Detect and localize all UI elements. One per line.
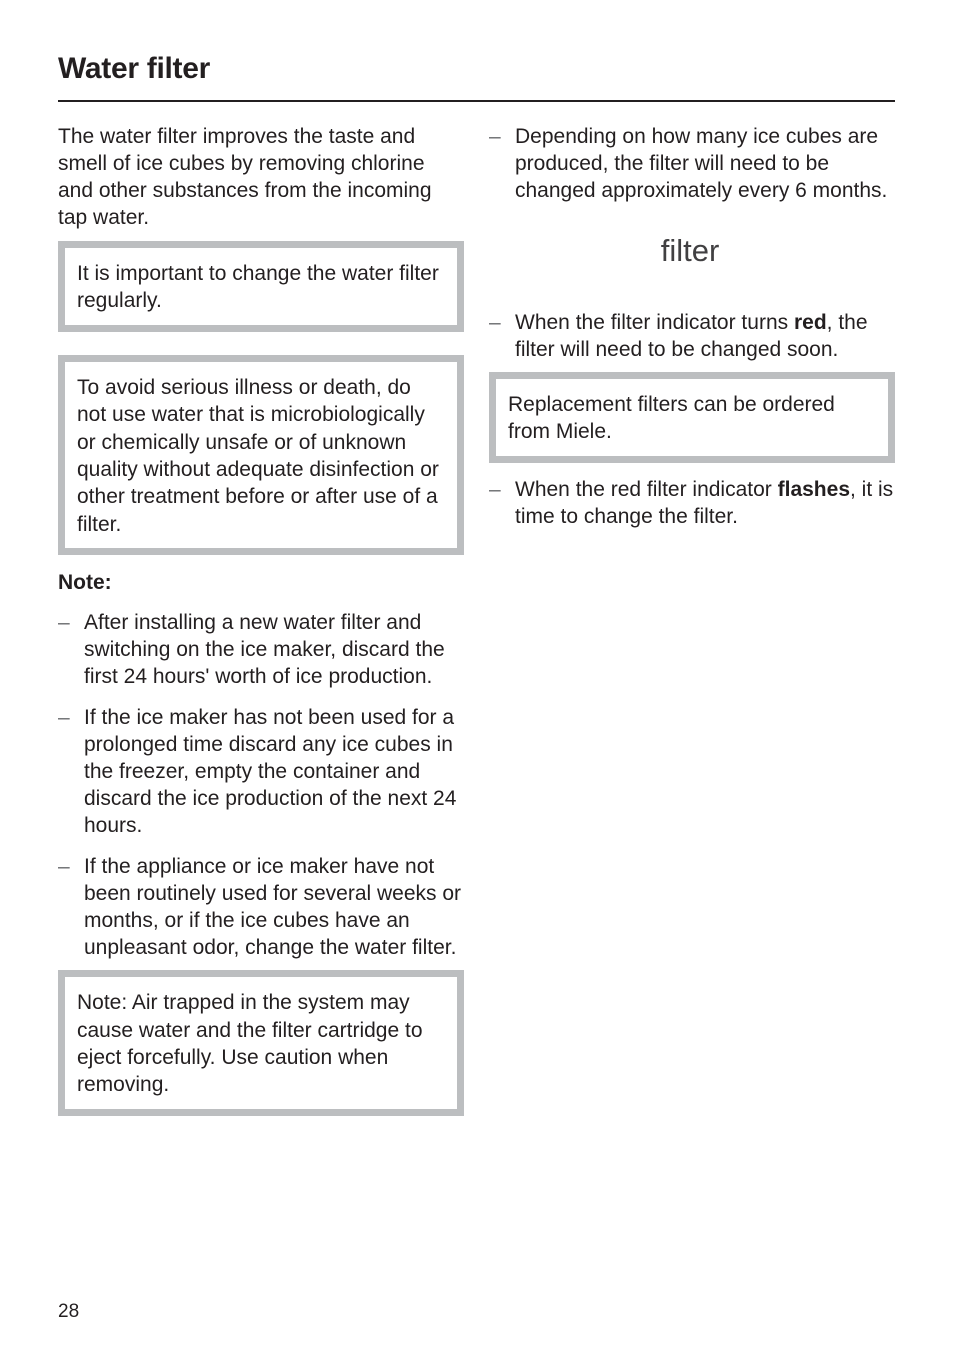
note-bullet-1 — [58, 609, 464, 690]
dash-marker: – — [489, 311, 501, 334]
intro-paragraph: The water filter improves the taste and smell of ice cubes by removing chlorine and other substances from the incoming tap water. — [58, 125, 432, 229]
caution-box-text: Note: Air trapped in the system may cause water and the filter cartridge to eject forcefully. Use caution when removing. — [77, 991, 423, 1097]
bullet-emphasis-red: red — [793, 311, 827, 334]
dash-marker: – — [58, 855, 70, 879]
info-box-change-filter — [58, 241, 464, 332]
right-column — [489, 123, 895, 530]
bullet-text — [515, 476, 895, 530]
caution-box — [58, 970, 464, 1116]
bullet-indicator-flashes — [489, 476, 895, 530]
info-box-text: Replacement filters can be ordered from Miele. — [508, 393, 835, 444]
info-box-text: It is important to change the water filter regularly. — [77, 262, 439, 313]
info-box-replacement — [489, 372, 895, 463]
dash-marker: – — [489, 477, 501, 501]
warning-box — [58, 355, 464, 555]
note-bullet-3 — [58, 853, 464, 961]
note-bullet-text: After installing a new water filter and switching on the ice maker, discard the first 24 hours' worth of ice production. — [84, 611, 445, 689]
warning-box-text: To avoid serious illness or death, do not use water that is microbiologically or chemically unsafe or of unknown quality without adequate disinfection or other treatment before or after use of a filter. — [77, 375, 439, 536]
note-label: Note: — [58, 571, 112, 595]
bullet-change-interval — [489, 123, 895, 204]
filter-indicator-label: filter — [660, 233, 720, 268]
bullet-text-pre: When the red filter indicator — [515, 477, 778, 501]
bullet-text — [515, 309, 895, 363]
bullet-text: Depending on how many ice cubes are produced, the filter will need to be changed approximately every 6 months. — [515, 125, 888, 202]
title-divider — [58, 100, 895, 102]
note-bullet-text: If the ice maker has not been used for a prolonged time discard any ice cubes in the freezer, empty the container and discard the ice production of the next 24 hours. — [84, 706, 457, 838]
note-bullet-2 — [58, 704, 464, 839]
page-title: Water filter — [58, 52, 210, 85]
bullet-text-post: , it is time to change the filter. — [515, 477, 894, 528]
bullet-indicator-red — [489, 309, 895, 363]
left-column — [58, 123, 464, 1116]
dash-marker: – — [489, 125, 501, 148]
bullet-text-pre: When the filter indicator turns — [515, 311, 794, 334]
dash-marker: – — [58, 706, 70, 730]
page-number: 28 — [58, 1301, 80, 1322]
note-bullet-text: If the appliance or ice maker have not been routinely used for several weeks or months, or if the ice cubes have an unpleasant odor, change the water filter. — [84, 855, 462, 960]
dash-marker: – — [58, 611, 70, 635]
bullet-emphasis-flashes: flashes — [777, 477, 850, 501]
bullet-text-post: , the filter will need to be changed soon. — [515, 311, 868, 361]
